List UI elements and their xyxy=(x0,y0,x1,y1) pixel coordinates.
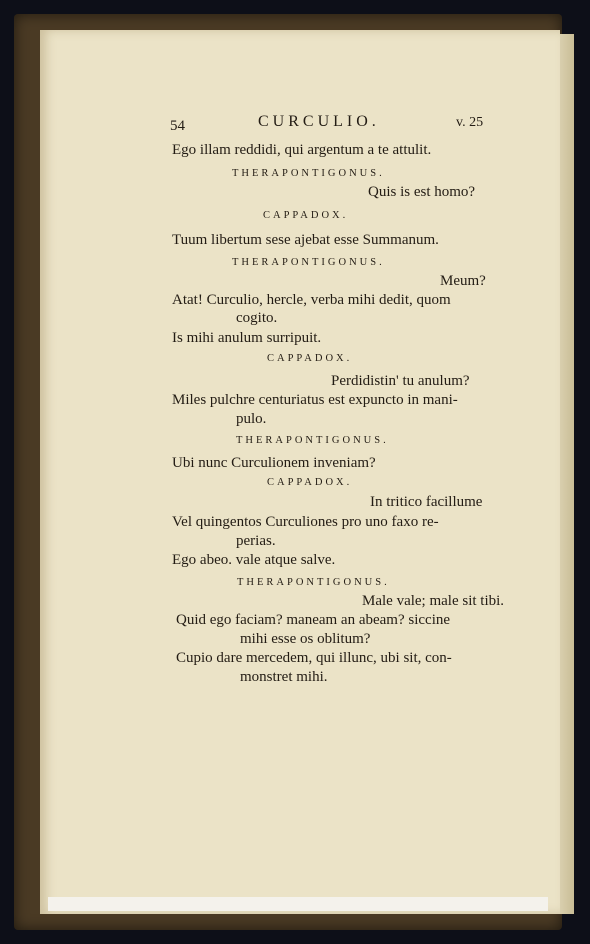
text-line: Atat! Curculio, hercle, verba mihi dedit, quom xyxy=(172,292,451,308)
text-line: Ego abeo. vale atque salve. xyxy=(172,552,336,568)
book-page xyxy=(40,30,560,914)
speaker-name: THERAPONTIGONUS. xyxy=(237,577,390,588)
text-line: Ubi nunc Curculionem inveniam? xyxy=(172,455,376,471)
text-line: Vel quingentos Curculiones pro uno faxo re- xyxy=(172,514,439,530)
text-line: Is mihi anulum surripuit. xyxy=(172,330,322,346)
text-line: monstret mihi. xyxy=(240,669,328,685)
text-line: Cupio dare mercedem, qui illunc, ubi sit, con- xyxy=(176,650,452,666)
speaker-name: CAPPADOX. xyxy=(267,353,353,364)
speaker-name: THERAPONTIGONUS. xyxy=(232,257,385,268)
text-line: Male vale; male sit tibi. xyxy=(362,593,505,609)
text-line: In tritico facillume xyxy=(370,494,483,510)
text-line: Ego illam reddidi, qui argentum a te attulit. xyxy=(172,142,432,158)
text-line: Miles pulchre centuriatus est expuncto in mani- xyxy=(172,392,458,408)
text-line: Quis is est homo? xyxy=(368,184,476,200)
verse-reference: v. 25 xyxy=(456,115,484,130)
text-line: Perdidistin' tu anulum? xyxy=(331,373,470,389)
text-line: Meum? xyxy=(440,273,486,289)
text-line: Quid ego faciam? maneam an abeam? siccine xyxy=(176,612,451,628)
running-title: CURCULIO. xyxy=(258,113,380,130)
speaker-name: THERAPONTIGONUS. xyxy=(232,168,385,179)
text-line: pulo. xyxy=(236,411,267,427)
page-edge xyxy=(560,34,574,914)
speaker-name: CAPPADOX. xyxy=(263,210,349,221)
text-line: Tuum libertum sese ajebat esse Summanum. xyxy=(172,232,439,248)
text-line: cogito. xyxy=(236,310,278,326)
text-line: mihi esse os oblitum? xyxy=(240,631,371,647)
page-number: 54 xyxy=(170,118,185,134)
bottom-strip xyxy=(48,897,548,911)
speaker-name: THERAPONTIGONUS. xyxy=(236,435,389,446)
speaker-name: CAPPADOX. xyxy=(267,477,353,488)
text-line: perias. xyxy=(236,533,276,549)
